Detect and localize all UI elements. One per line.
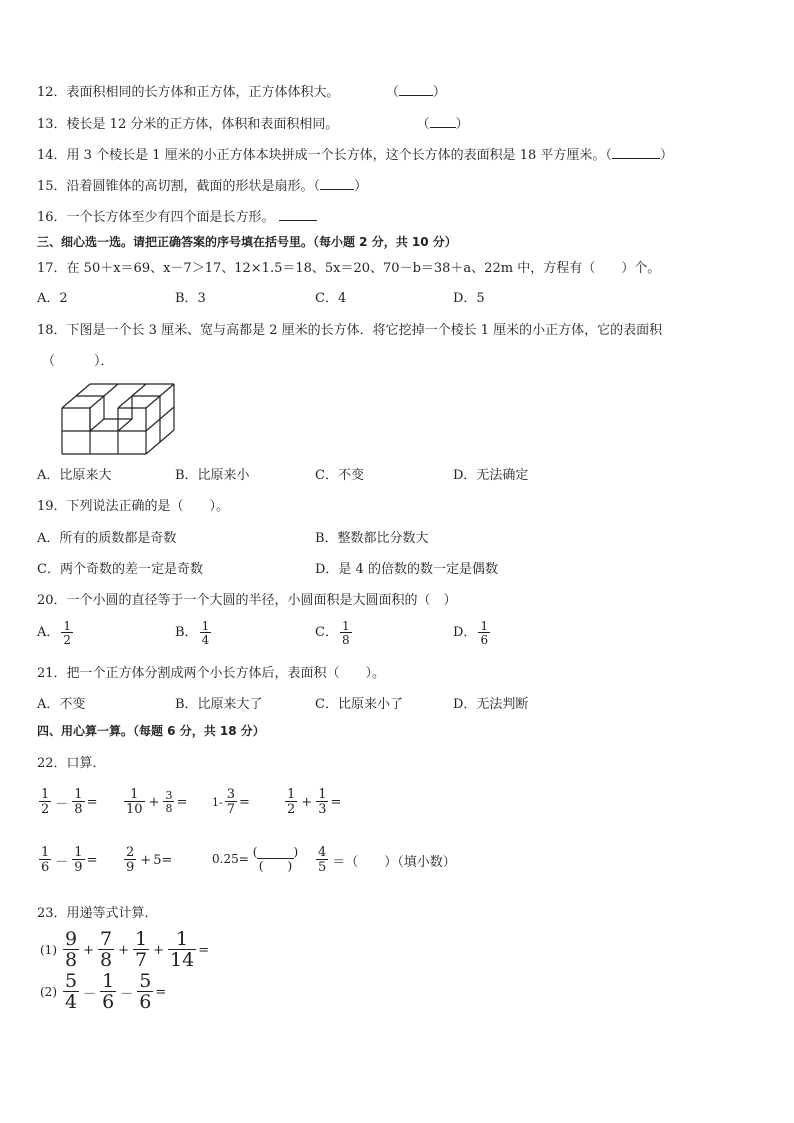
option-c[interactable]: C．两个奇数的差一定是奇数 (37, 562, 203, 577)
calc-6: $\frac{2}{9}$ + 5= (126, 845, 173, 875)
option-c[interactable]: C．比原来小了 (315, 697, 403, 712)
fraction: $\frac{1}{6}$ (480, 619, 489, 647)
calc-7: 0.25= $\frac{( )}{( )}$ (212, 845, 299, 873)
fraction: $\frac{3}{8}$ (165, 789, 173, 815)
option-b[interactable]: B．比原来小 (175, 468, 250, 483)
calc-23-2: (2) $\frac{5}{4}$ － $\frac{1}{6}$ － $\frac{5}{6}$ = (40, 970, 167, 1013)
answer-paren[interactable]: （ ） (416, 117, 469, 132)
option-a[interactable]: A．所有的质数都是奇数 (37, 531, 177, 546)
option-b[interactable]: B． $\frac{1}{4}$ (175, 619, 210, 647)
question-15 (37, 177, 367, 195)
option-c[interactable]: C． $\frac{1}{8}$ (315, 619, 350, 647)
calc-1: $\frac{1}{2}$ － $\frac{1}{8}$ = (41, 787, 98, 817)
section-3-heading: 三、细心选一选。请把正确答案的序号填在括号里。（每小题 2 分，共 10 分） (37, 235, 457, 249)
calc-3: 1- $\frac{3}{7}$ = (212, 787, 250, 817)
option-d[interactable]: D．5 (453, 291, 485, 306)
fraction: $\frac{1}{6}$ (102, 970, 115, 1013)
question-18: 18．下图是一个长 3 厘米、宽与高都是 2 厘米的长方体．将它挖掉一个棱长 1 厘米的小正方体，它的表面积 (37, 323, 663, 338)
question-13 (37, 115, 469, 133)
question-13-text: 13．棱长是 12 分米的正方体，体积和表面积相同。 (37, 117, 339, 132)
calc-23-1: (1) $\frac{9}{8}$ + $\frac{7}{8}$ + $\frac{1}{7}$ + $\frac{1}{14}$ = (40, 928, 210, 971)
option-a[interactable]: A． $\frac{1}{2}$ (37, 619, 72, 647)
fraction-blank[interactable]: $\frac{( )}{( )}$ (252, 845, 299, 873)
fraction: $\frac{1}{8}$ (74, 787, 83, 817)
question-15-text: 15．沿着圆锥体的高切割，截面的形状是扇形。 (37, 179, 314, 194)
fraction: $\frac{7}{8}$ (100, 928, 113, 971)
option-b[interactable]: B．整数都比分数大 (315, 531, 429, 546)
fraction: $\frac{1}{8}$ (341, 619, 350, 647)
option-d[interactable]: D．无法判断 (453, 697, 529, 712)
question-20: 20．一个小圆的直径等于一个大圆的半径，小圆面积是大圆面积的（ ） (37, 593, 457, 608)
option-d[interactable]: D．无法确定 (453, 468, 529, 483)
option-d[interactable]: D．是 4 的倍数的数一定是偶数 (315, 562, 498, 577)
answer-blank[interactable] (279, 208, 317, 221)
option-a[interactable]: A．不变 (37, 697, 86, 712)
answer-paren[interactable]: （ ） (313, 179, 368, 194)
option-a[interactable]: A．2 (37, 291, 68, 306)
fraction: $\frac{1}{10}$ (126, 787, 143, 817)
option-a[interactable]: A．比原来大 (37, 468, 112, 483)
fraction: $\frac{1}{14}$ (170, 928, 195, 971)
option-c[interactable]: C．4 (315, 291, 347, 306)
fraction: $\frac{4}{5}$ (318, 845, 327, 875)
calc-2: $\frac{1}{10}$ + $\frac{3}{8}$ = (126, 787, 188, 817)
fraction: $\frac{5}{6}$ (139, 970, 152, 1013)
fraction: $\frac{1}{4}$ (201, 619, 210, 647)
cuboid-figure (60, 380, 176, 456)
calc-5: $\frac{1}{6}$ － $\frac{1}{9}$ = (41, 845, 98, 875)
answer-paren[interactable]: （ ） (605, 148, 673, 163)
fraction: $\frac{1}{2}$ (63, 619, 72, 647)
fraction: $\frac{2}{9}$ (126, 845, 135, 875)
question-21: 21．把一个正方体分割成两个小长方体后，表面积（ ）。 (37, 666, 386, 681)
question-14 (37, 146, 673, 164)
question-17: 17．在 50＋x＝69、x－7＞17、12×1.5＝18、5x＝20、70－b＝38＋a、22m 中，方程有（ ）个。 (37, 261, 661, 276)
question-22-title: 22．口算． (37, 756, 106, 771)
fraction: $\frac{3}{7}$ (226, 787, 235, 817)
fraction: $\frac{1}{2}$ (41, 787, 50, 817)
question-12-text: 12．表面积相同的长方体和正方体，正方体体积大。 (37, 85, 340, 100)
fraction: $\frac{5}{4}$ (65, 970, 78, 1013)
option-c[interactable]: C．不变 (315, 468, 364, 483)
fraction: $\frac{1}{6}$ (41, 845, 50, 875)
question-16 (37, 208, 317, 226)
option-d[interactable]: D． $\frac{1}{6}$ (453, 619, 489, 647)
question-18-paren: （ ）． (42, 354, 114, 369)
calc-4: $\frac{1}{2}$ + $\frac{1}{3}$ = (287, 787, 342, 817)
calc-8: $\frac{4}{5}$ ＝（ ）（填小数） (318, 845, 456, 875)
fraction: $\frac{1}{3}$ (318, 787, 327, 817)
fraction: $\frac{9}{8}$ (65, 928, 78, 971)
question-12 (37, 83, 446, 101)
option-b[interactable]: B．比原来大了 (175, 697, 263, 712)
option-b[interactable]: B．3 (175, 291, 206, 306)
question-14-text: 14．用 3 个棱长是 1 厘米的小正方体本块拼成一个长方体，这个长方体的表面积是 18 平方厘米。 (37, 148, 606, 163)
answer-paren[interactable]: （ ） (385, 85, 446, 100)
question-19: 19．下列说法正确的是（ ）。 (37, 499, 230, 514)
question-16-text: 16．一个长方体至少有四个面是长方形。 (37, 210, 275, 225)
question-23-title: 23．用递等式计算． (37, 906, 158, 921)
fraction: $\frac{1}{7}$ (135, 928, 148, 971)
section-4-heading: 四、用心算一算。（每题 6 分，共 18 分） (37, 724, 265, 738)
fraction: $\frac{1}{2}$ (287, 787, 296, 817)
fraction: $\frac{1}{9}$ (74, 845, 83, 875)
